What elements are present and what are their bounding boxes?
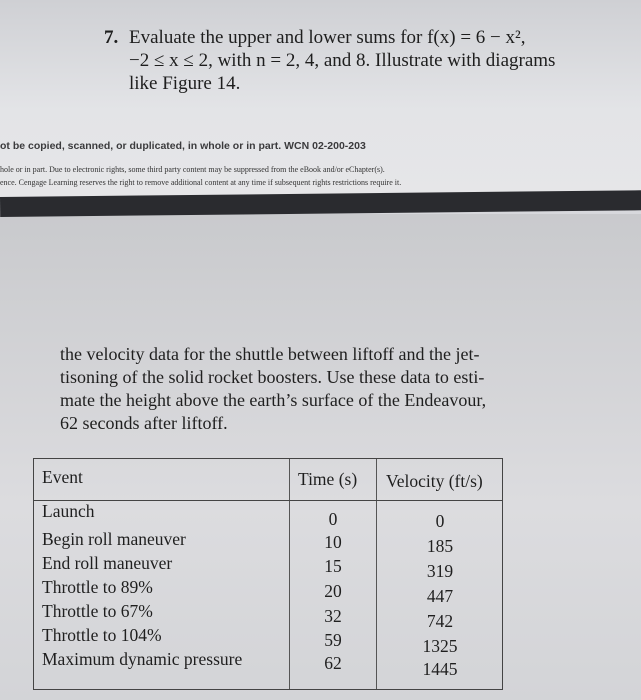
table-row [34, 553, 502, 581]
cell-event: End roll maneuver [42, 553, 173, 573]
cell-time: 59 [324, 630, 342, 650]
cell-velocity: 185 [426, 536, 454, 556]
cell-velocity: 742 [426, 611, 454, 631]
velocity-table [33, 458, 503, 690]
table-row [34, 625, 502, 656]
exercise-paragraph [60, 343, 530, 435]
paragraph-line: the velocity data for the shuttle between liftoff and the jet- [60, 344, 480, 364]
problem-7 [104, 26, 604, 95]
header-event: Event [42, 467, 83, 487]
cell-time: 20 [324, 581, 342, 601]
cell-time: 10 [324, 532, 342, 552]
paragraph-line: tisoning of the solid rocket boosters. Use these data to esti- [60, 367, 485, 387]
cell-time: 32 [324, 606, 342, 626]
cell-velocity: 447 [426, 586, 454, 606]
copyright-line-1: ot be copied, scanned, or duplicated, in whole or in part. WCN 02-200-203 [0, 140, 366, 152]
paragraph-line: 62 seconds after liftoff. [60, 413, 228, 433]
cell-velocity: 1445 [422, 659, 458, 679]
copyright-line-2: hole or in part. Due to electronic rights, some third party content may be suppressed from the eBook and/or eChapter(s). [0, 165, 385, 174]
paragraph-line: mate the height above the earth’s surface of the Endeavour, [60, 390, 487, 410]
problem-line: −2 ≤ x ≤ 2, with n = 2, 4, and 8. Illustrate with diagrams [129, 50, 556, 71]
cell-time: 15 [324, 556, 342, 576]
table-row [34, 649, 502, 679]
cell-time: 62 [324, 653, 342, 673]
cell-time: 0 [328, 509, 338, 529]
cell-event: Throttle to 67% [42, 601, 153, 621]
problem-line: like Figure 14. [129, 73, 241, 94]
header-time: Time (s) [298, 469, 358, 489]
problem-line: Evaluate the upper and lower sums for f(x) = 6 − x², [129, 27, 526, 48]
cell-event: Maximum dynamic pressure [42, 649, 243, 669]
cell-velocity: 319 [426, 561, 454, 581]
problem-number: 7. [104, 27, 119, 48]
cell-event: Throttle to 89% [42, 577, 153, 597]
table-header [34, 459, 502, 501]
cell-velocity: 1325 [422, 636, 458, 656]
cell-velocity: 0 [435, 511, 445, 531]
table-row [34, 601, 502, 631]
table-row [34, 501, 502, 531]
table-row [34, 577, 502, 606]
cell-event: Launch [42, 501, 95, 521]
header-velocity: Velocity (ft/s) [386, 471, 483, 491]
copyright-line-3: ence. Cengage Learning reserves the right to remove additional content at any time if subsequent rights restrictions require it. [0, 178, 402, 187]
cell-event: Begin roll maneuver [42, 529, 186, 549]
cell-event: Throttle to 104% [42, 625, 162, 645]
table-row [34, 529, 502, 556]
